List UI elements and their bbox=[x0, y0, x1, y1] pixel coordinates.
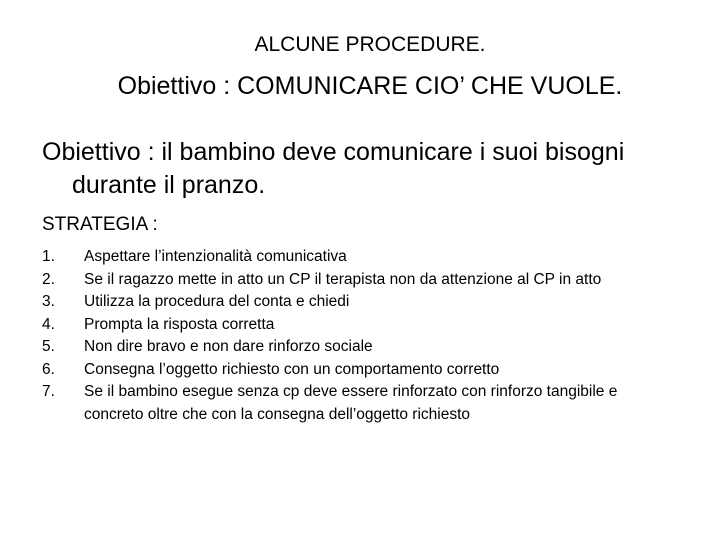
list-item bbox=[42, 246, 662, 269]
slide-heading: ALCUNE PROCEDURE. bbox=[254, 33, 486, 56]
step-text: Aspettare l’intenzionalità comunicativa bbox=[84, 248, 347, 265]
step-text: Non dire bravo e non dare rinforzo sociale bbox=[84, 338, 373, 355]
goal-title: Obiettivo : COMUNICARE CIO’ CHE VUOLE. bbox=[117, 72, 623, 100]
step-text: Se il ragazzo mette in atto un CP il terapista non da attenzione al CP in atto bbox=[84, 270, 602, 288]
step-number: 4. bbox=[42, 315, 55, 333]
list-item bbox=[42, 314, 662, 337]
step-text: Utilizza la procedura del conta e chiedi bbox=[84, 293, 350, 310]
list-item bbox=[42, 336, 662, 359]
step-number: 7. bbox=[42, 383, 55, 400]
step-text: Prompta la risposta corretta bbox=[84, 315, 275, 333]
strategy-steps-list bbox=[42, 246, 662, 426]
step-text: Consegna l’oggetto richiesto con un comportamento corretto bbox=[84, 360, 500, 378]
strategy-label: STRATEGIA : bbox=[42, 214, 158, 235]
list-item bbox=[42, 359, 662, 382]
objective-text: Obiettivo : il bambino deve comunicare i suoi bisogni durante il pranzo. bbox=[42, 138, 625, 199]
step-number: 3. bbox=[42, 293, 55, 310]
step-number: 1. bbox=[42, 248, 55, 265]
list-item bbox=[42, 381, 662, 426]
step-number: 5. bbox=[42, 338, 55, 355]
list-item bbox=[42, 269, 662, 292]
list-item bbox=[42, 291, 662, 314]
step-number: 2. bbox=[42, 270, 55, 288]
step-text: Se il bambino esegue senza cp deve essere rinforzato con rinforzo tangibile e concreto oltre che con la consegna dell’oggetto richiesto bbox=[84, 383, 618, 423]
step-number: 6. bbox=[42, 360, 55, 378]
